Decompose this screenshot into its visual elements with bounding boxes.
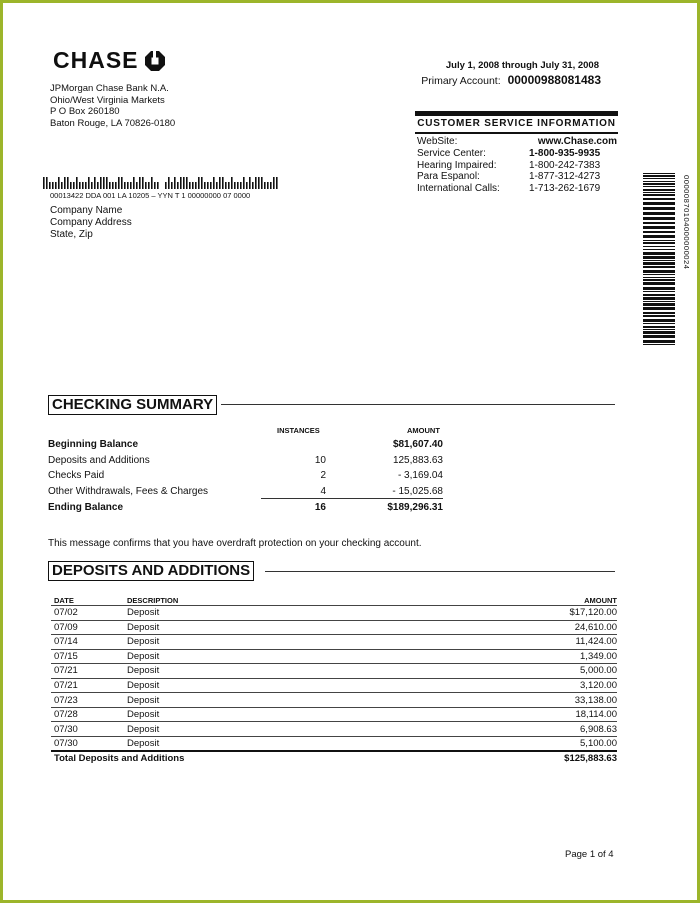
customer-service-row (417, 148, 617, 160)
customer-service-value: 1-713-262-1679 (529, 183, 601, 195)
summary-amount: 125,883.63 (392, 455, 443, 466)
deposit-date: 07/23 (54, 694, 78, 706)
bank-address-line: Ohio/West Virginia Markets (50, 94, 165, 106)
deposit-date: 07/14 (54, 636, 78, 648)
deposit-amount: 24,610.00 (574, 621, 617, 633)
side-barcode-text: 00000870104000000024 (682, 175, 691, 270)
amount-header: AMOUNT (407, 426, 440, 435)
primary-account (421, 73, 601, 87)
deposit-date: 07/28 (54, 709, 78, 721)
checking-summary-rule (221, 404, 615, 405)
summary-label: Checks Paid (48, 470, 105, 481)
deposits-table (51, 593, 617, 765)
customer-service-value: 1-877-312-4273 (529, 171, 601, 183)
deposit-row (51, 678, 617, 693)
primary-account-number: 00000988081483 (507, 73, 601, 87)
bank-address (50, 83, 175, 129)
customer-service-top-rule (415, 111, 618, 116)
deposits-total-row (51, 750, 617, 765)
bank-address-line: Baton Rouge, LA 70826-0180 (50, 117, 176, 129)
side-barcode (643, 173, 691, 348)
summary-instances: 16 (314, 502, 326, 513)
checking-summary-title: CHECKING SUMMARY (48, 395, 217, 415)
deposit-amount: 5,100.00 (580, 738, 617, 750)
bank-address-line: JPMorgan Chase Bank N.A. (50, 83, 169, 94)
customer-service-row (417, 183, 617, 195)
deposit-description: Deposit (127, 636, 160, 648)
mailing-address-line: Company Name (50, 205, 123, 216)
logo-text: CHASE (53, 47, 139, 73)
deposit-row (51, 721, 617, 736)
summary-amount: $189,296.31 (387, 502, 443, 513)
summary-amount: $81,607.40 (392, 439, 443, 450)
instances-header: INSTANCES (277, 426, 320, 435)
deposit-date: 07/09 (54, 621, 78, 633)
deposit-description: Deposit (127, 621, 160, 633)
bank-address-line: P O Box 260180 (50, 106, 120, 117)
statement-period: July 1, 2008 through July 31, 2008 (445, 60, 599, 71)
summary-instances: 10 (314, 455, 326, 466)
customer-service-row (417, 171, 617, 183)
summary-label: Beginning Balance (48, 439, 139, 450)
summary-row-ending-balance (48, 502, 443, 517)
deposits-rule (265, 571, 615, 572)
octagon-logo-icon (144, 50, 166, 72)
customer-service-rule (415, 132, 618, 134)
deposit-description: Deposit (127, 680, 160, 691)
deposit-description: Deposit (127, 709, 160, 721)
summary-row-beginning-balance (48, 439, 443, 454)
deposit-row (51, 707, 617, 722)
deposit-amount: $17,120.00 (569, 607, 617, 619)
deposit-row (51, 634, 617, 649)
chase-logo (53, 47, 166, 74)
deposit-row (51, 663, 617, 678)
deposit-row (51, 605, 617, 620)
deposit-date: 07/30 (54, 723, 78, 735)
deposits-header-row (51, 593, 617, 605)
customer-service-label: International Calls: (417, 183, 500, 195)
total-label: Total Deposits and Additions (54, 753, 185, 765)
customer-service-label: Hearing Impaired: (417, 159, 497, 171)
mailing-barcode-line: 00013422 DDA 001 LA 10205 – YYN T 1 00000000 07 0000 (50, 191, 251, 200)
deposit-description: Deposit (127, 650, 160, 662)
deposit-description: Deposit (127, 607, 160, 619)
customer-service-value: 1-800-935-9935 (529, 147, 601, 159)
deposits-rows (51, 605, 617, 750)
mailing-address-line: Company Address (50, 217, 132, 228)
deposit-row (51, 692, 617, 707)
description-header: DESCRIPTION (127, 596, 179, 605)
mailing-address-line: State, Zip (50, 229, 93, 240)
deposit-amount: 3,120.00 (580, 680, 617, 691)
deposit-description: Deposit (127, 665, 160, 677)
summary-label: Deposits and Additions (48, 455, 150, 466)
summary-instances: 4 (320, 486, 326, 497)
deposit-row (51, 620, 617, 635)
deposit-description: Deposit (127, 723, 160, 735)
date-header: DATE (54, 596, 74, 605)
postal-barcode (43, 177, 278, 189)
customer-service-info (417, 136, 617, 195)
summary-amount: - 15,025.68 (392, 486, 443, 497)
customer-service-label: Para Espanol: (417, 171, 480, 183)
deposit-description: Deposit (127, 694, 160, 706)
summary-total-rule (261, 498, 443, 499)
deposit-date: 07/21 (54, 665, 78, 677)
summary-instances: 2 (320, 470, 326, 481)
deposit-date: 07/30 (54, 738, 78, 750)
deposit-date: 07/21 (54, 680, 78, 691)
deposit-date: 07/02 (54, 607, 78, 619)
summary-row-deposits (48, 455, 443, 470)
customer-service-label: WebSite: (417, 136, 458, 147)
deposit-date: 07/15 (54, 650, 78, 662)
mailing-address (50, 205, 132, 241)
customer-service-label: Service Center: (417, 147, 486, 159)
amount-header: AMOUNT (584, 596, 617, 605)
page-number: Page 1 of 4 (565, 849, 614, 860)
summary-row-checks-paid (48, 470, 443, 485)
customer-service-row (417, 160, 617, 172)
summary-amount: - 3,169.04 (397, 470, 443, 481)
deposits-title: DEPOSITS AND ADDITIONS (48, 561, 254, 581)
deposit-amount: 6,908.63 (580, 723, 617, 735)
deposit-row (51, 649, 617, 664)
customer-service-row (417, 136, 617, 148)
deposit-amount: 18,114.00 (575, 709, 617, 721)
customer-service-value: 1-800-242-7383 (529, 159, 601, 171)
primary-account-label: Primary Account: (421, 75, 501, 87)
total-amount: $125,883.63 (564, 753, 617, 765)
deposit-amount: 33,138.00 (574, 694, 617, 706)
deposit-amount: 5,000.00 (580, 665, 617, 677)
deposit-amount: 11,424.00 (575, 636, 617, 648)
deposit-description: Deposit (127, 738, 160, 750)
summary-label: Other Withdrawals, Fees & Charges (48, 486, 209, 497)
summary-label: Ending Balance (48, 502, 124, 513)
overdraft-notice: This message confirms that you have overdraft protection on your checking account. (48, 538, 422, 549)
customer-service-value[interactable]: www.Chase.com (537, 136, 617, 147)
customer-service-title: CUSTOMER SERVICE INFORMATION (417, 118, 616, 129)
deposit-row (51, 736, 617, 751)
deposit-amount: 1,349.00 (580, 650, 617, 662)
